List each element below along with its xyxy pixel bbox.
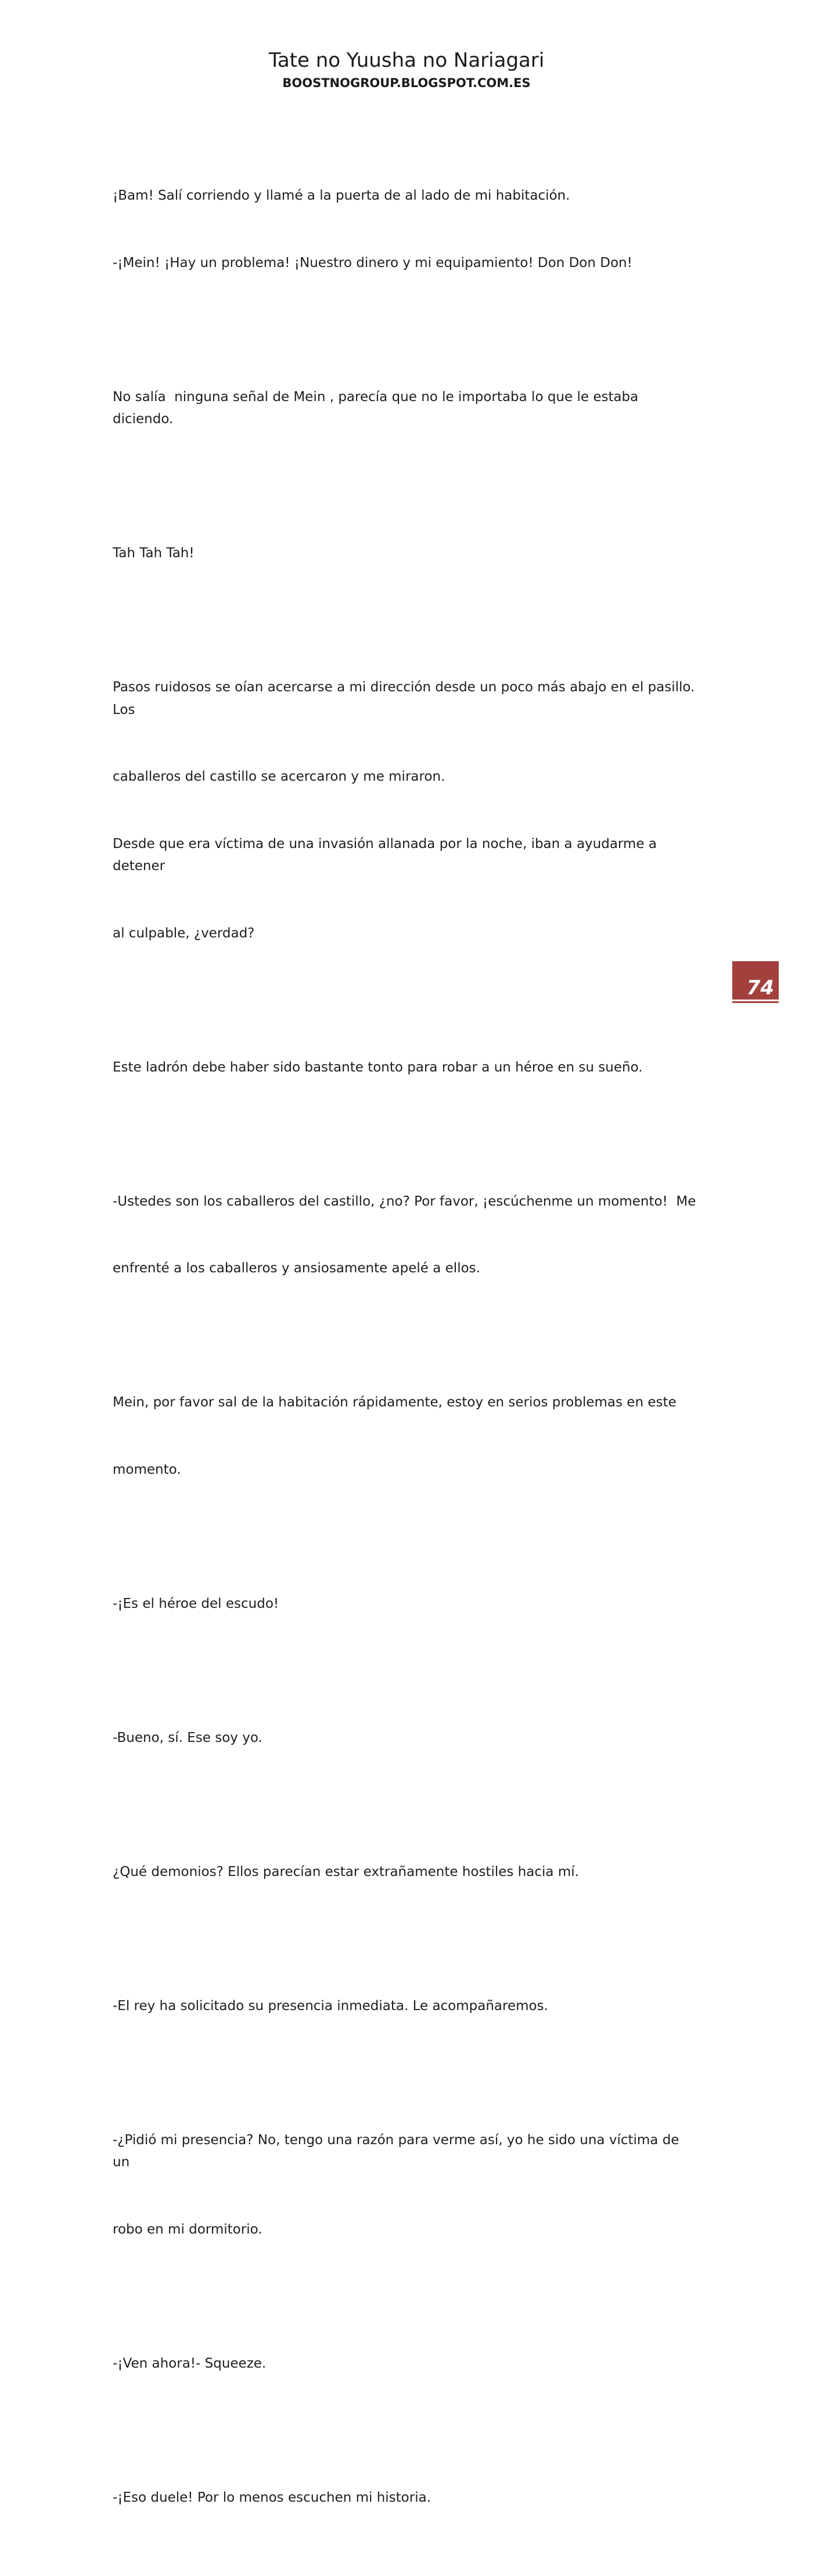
paragraph [113,2308,699,2420]
text-line: -¡Ven ahora!- Squeeze. [113,2355,267,2371]
paragraph [113,1950,699,2062]
text-line: -¡Eso duele! Por lo menos escuchen mi historia. [113,2490,431,2505]
page-number-badge [732,961,779,1003]
paragraph [113,497,699,609]
text-line: -¡Mein! ¡Hay un problema! ¡Nuestro dinero y mi equipamiento! Don Don Don! [113,255,632,270]
document-title: Tate no Yuusha no Nariagari [268,49,545,72]
text-line: momento. [113,1462,181,1477]
text-line: Desde que era víctima de una invasión allanada por la noche, iban a ayudarme a detener [113,836,661,874]
text-line: -El rey ha solicitado su presencia inmediata. Le acompañaremos. [113,1998,548,2014]
paragraph [113,1682,699,1794]
text-line: Pasos ruidosos se oían acercarse a mi dirección desde un poco más abajo en el pasillo. Los [113,680,699,717]
page-header [0,48,813,92]
paragraph [113,632,699,989]
text-line: caballeros del castillo se acercaron y me miraron. [113,769,445,784]
paragraph [113,2442,699,2554]
paragraph [113,1548,699,1660]
paragraph [113,341,699,475]
text-line: robo en mi dormitorio. [113,2221,262,2237]
paragraph [113,1012,699,1124]
text-line: No salía ninguna señal de Mein , parecía que no le importaba lo que le estaba diciendo. [113,389,643,427]
text-line: enfrenté a los caballeros y ansiosamente apelé a ellos. [113,1261,480,1276]
source-site: BOOSTNOGROUP.BLOGSPOT.COM.ES [282,76,531,90]
text-line: -¡Es el héroe del escudo! [113,1596,279,1611]
page-number-underline [732,1000,779,1001]
paragraph [113,2084,699,2286]
text-line: -¿Pidió mi presencia? No, tengo una razón para verme así, yo he sido una víctima de un [113,2132,684,2170]
text-line: Mein, por favor sal de la habitación rápidamente, estoy en serios problemas en este [113,1395,677,1410]
document-body [113,140,699,2576]
paragraph [113,140,699,319]
text-line: -Bueno, sí. Ese soy yo. [113,1730,262,1745]
text-line: -Ustedes son los caballeros del castillo, ¿no? Por favor, ¡escúchenme un momento! Me [113,1193,696,1209]
text-line: Tah Tah Tah! [113,546,195,561]
paragraph [113,1146,699,1325]
text-line: ¿Qué demonios? Ellos parecían estar extrañamente hostiles hacia mí. [113,1864,579,1879]
paragraph [113,1347,699,1525]
text-line: Este ladrón debe haber sido bastante tonto para robar a un héroe en su sueño. [113,1059,643,1075]
page-number: 74 [746,976,774,1000]
paragraph [113,1816,699,1928]
text-line: al culpable, ¿verdad? [113,925,255,941]
text-line: ¡Bam! Salí corriendo y llamé a la puerta de al lado de mi habitación. [113,188,570,203]
